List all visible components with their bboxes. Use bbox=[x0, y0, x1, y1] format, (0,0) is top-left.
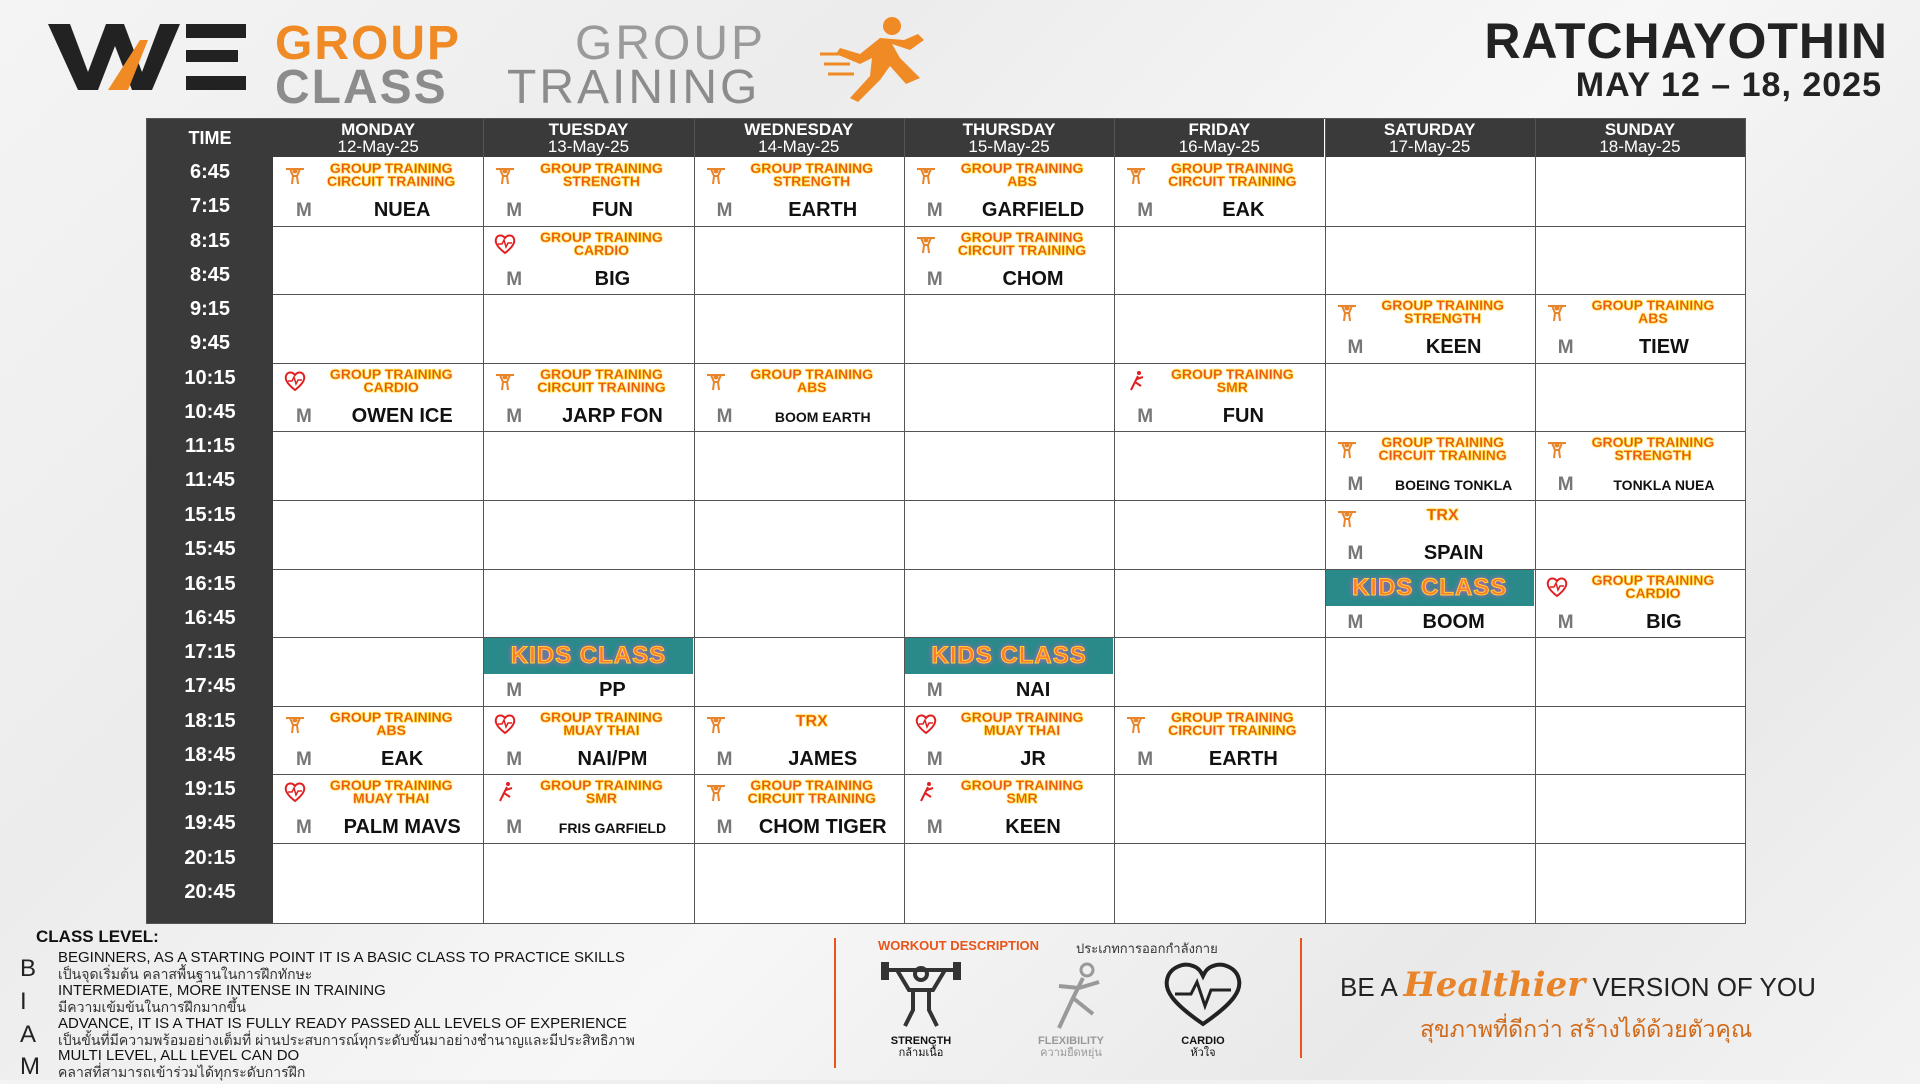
class-name-line1: GROUP TRAINING bbox=[750, 160, 874, 176]
workout-label-en: STRENGTH bbox=[890, 1035, 952, 1047]
slot-start: 18:15 bbox=[184, 709, 236, 732]
class-name-line2: ABS bbox=[376, 721, 406, 738]
class-name-line1: GROUP TRAINING bbox=[329, 160, 453, 176]
class-entry[interactable] bbox=[695, 158, 903, 226]
day-date: 13-May-25 bbox=[547, 137, 630, 156]
trainer-name: GARFIELD bbox=[981, 199, 1085, 221]
class-name-line1: GROUP TRAINING bbox=[1591, 434, 1715, 451]
class-level: M bbox=[926, 268, 943, 290]
strength-icon bbox=[915, 233, 937, 255]
strength-icon bbox=[915, 164, 937, 186]
day-date: 18-May-25 bbox=[1599, 137, 1681, 156]
class-level: M bbox=[1557, 337, 1574, 359]
class-name-line1: GROUP TRAINING bbox=[750, 365, 874, 382]
class-entry[interactable] bbox=[1115, 707, 1323, 775]
level-key: A bbox=[20, 1021, 37, 1048]
class-entry[interactable] bbox=[905, 707, 1113, 775]
level-multi bbox=[20, 1045, 800, 1079]
trainer-name: NUEA bbox=[373, 199, 431, 221]
cardio-icon bbox=[284, 370, 306, 392]
class-entry[interactable] bbox=[1326, 432, 1534, 500]
class-name-line1: GROUP TRAINING bbox=[329, 777, 453, 794]
class-level: M bbox=[1557, 474, 1574, 496]
time-slot bbox=[147, 569, 273, 637]
slot-end: 7:15 bbox=[189, 195, 231, 217]
level-desc-en: ADVANCE, IT IS A THAT IS FULLY READY PASSED ALL LEVELS OF EXPERIENCE bbox=[58, 1015, 627, 1032]
class-name-line2: CIRCUIT TRAINING bbox=[326, 173, 456, 189]
time-slot bbox=[147, 363, 273, 431]
class-entry[interactable] bbox=[484, 775, 692, 843]
time-slot bbox=[147, 843, 273, 911]
class-entry[interactable] bbox=[484, 158, 692, 226]
day-header-saturday bbox=[1325, 119, 1535, 157]
trainer-name: PALM MAVS bbox=[343, 816, 461, 839]
class-name-line2: STRENGTH bbox=[1614, 447, 1692, 464]
class-name-line2: CIRCUIT TRAINING bbox=[957, 241, 1087, 258]
level-desc-en: BEGINNERS, AS A STARTING POINT IT IS A BASIC CLASS TO PRACTICE SKILLS bbox=[58, 949, 625, 966]
level-key: I bbox=[20, 988, 27, 1015]
day-name: THURSDAY bbox=[962, 120, 1056, 139]
slot-start: 6:45 bbox=[189, 161, 231, 183]
class-entry[interactable] bbox=[274, 775, 482, 843]
trainer-name: TONKLA NUEA bbox=[1613, 477, 1715, 494]
class-entry[interactable] bbox=[695, 707, 903, 775]
class-name-line2: MUAY THAI bbox=[983, 721, 1061, 738]
strength-icon bbox=[1125, 164, 1147, 186]
class-name-line1: GROUP TRAINING bbox=[329, 708, 453, 725]
day-name: TUESDAY bbox=[548, 120, 629, 139]
slot-end: 8:45 bbox=[189, 263, 231, 286]
strength-icon bbox=[1336, 301, 1358, 323]
trainer-name: BOOM EARTH bbox=[774, 408, 871, 425]
class-entry[interactable] bbox=[484, 364, 692, 432]
class-name-line1: GROUP TRAINING bbox=[1381, 434, 1504, 451]
slogan-pre: BE A bbox=[1340, 972, 1397, 1002]
branch-name: RATCHAYOTHIN bbox=[1484, 13, 1888, 69]
legend-title: CLASS LEVEL: bbox=[36, 927, 159, 946]
class-entry[interactable] bbox=[484, 227, 692, 295]
class-entry[interactable] bbox=[1536, 570, 1744, 638]
cardio-icon bbox=[284, 781, 306, 803]
workout-title-th: ประเภทการออกกำลังกาย bbox=[1076, 941, 1218, 956]
class-level: M bbox=[506, 680, 523, 702]
class-entry[interactable] bbox=[695, 364, 903, 432]
class-name-line1: GROUP TRAINING bbox=[960, 777, 1084, 794]
class-name-line2: CIRCUIT TRAINING bbox=[1168, 721, 1297, 738]
class-level: M bbox=[506, 405, 523, 427]
we-logo bbox=[48, 20, 248, 92]
level-desc-th: เป็นขั้นที่มีความพร้อมอย่างเต็มที่ ผ่านประสบการณ์ทุกระดับขั้นมาอย่างชำนาญและมีประสิทธิภาพ bbox=[58, 1032, 635, 1048]
time-slot bbox=[147, 294, 273, 362]
class-name-line2: MUAY THAI bbox=[563, 721, 640, 738]
trainer-name: KEEN bbox=[1425, 336, 1482, 359]
class-name-line2: ABS bbox=[796, 378, 827, 395]
slogan-thai: สุขภาพที่ดีกว่า สร้างได้ด้วยตัวคุณ bbox=[1420, 1016, 1753, 1042]
title-group-outline: GROUP bbox=[575, 17, 767, 70]
strength-icon bbox=[879, 960, 963, 1030]
time-slot bbox=[147, 706, 273, 774]
class-level: M bbox=[506, 748, 523, 770]
time-slot bbox=[147, 500, 273, 568]
trainer-name: FRIS GARFIELD bbox=[558, 820, 667, 837]
class-name-line2: SMR bbox=[1006, 790, 1038, 807]
class-name-line2: STRENGTH bbox=[562, 173, 640, 189]
class-name-line1: GROUP TRAINING bbox=[1171, 160, 1294, 176]
level-desc-th: คลาสที่สามารถเข้าร่วมได้ทุกระดับการฝึก bbox=[58, 1064, 306, 1080]
grid-column-line bbox=[1535, 119, 1536, 923]
level-key: B bbox=[20, 955, 37, 982]
class-level: M bbox=[1347, 611, 1364, 633]
class-name-line1: GROUP TRAINING bbox=[1591, 571, 1715, 588]
slot-start: 20:15 bbox=[184, 847, 236, 869]
class-entry[interactable] bbox=[905, 775, 1113, 843]
class-entry[interactable] bbox=[274, 364, 482, 432]
class-name-line1: GROUP TRAINING bbox=[540, 365, 663, 382]
level-desc-en: INTERMEDIATE, MORE INTENSE IN TRAINING bbox=[58, 982, 386, 999]
class-level: M bbox=[1557, 611, 1574, 633]
day-header-thursday bbox=[904, 119, 1114, 157]
class-entry[interactable] bbox=[905, 158, 1113, 226]
strength-icon bbox=[705, 370, 727, 392]
time-slot bbox=[147, 637, 273, 705]
slot-end: 16:45 bbox=[184, 606, 236, 629]
class-entry[interactable] bbox=[905, 227, 1113, 295]
trainer-name: OWEN ICE bbox=[351, 404, 453, 427]
class-level: M bbox=[296, 748, 312, 770]
class-name-line2: ABS bbox=[1638, 310, 1668, 327]
class-name-line1: GROUP TRAINING bbox=[960, 708, 1084, 725]
class-name-line1: GROUP TRAINING bbox=[540, 708, 663, 725]
time-slot bbox=[147, 774, 273, 842]
day-header-friday bbox=[1114, 119, 1324, 157]
cardio-icon bbox=[1161, 960, 1245, 1030]
class-name-line1: GROUP TRAINING bbox=[960, 228, 1084, 245]
level-advance bbox=[20, 1013, 800, 1047]
class-name-line2: CARDIO bbox=[1625, 584, 1681, 601]
class-level: M bbox=[1137, 405, 1154, 427]
slogan bbox=[1340, 965, 1816, 1005]
workout-flexibility bbox=[1016, 960, 1126, 1070]
day-name: SATURDAY bbox=[1383, 120, 1476, 139]
flexibility-icon bbox=[1029, 960, 1113, 1030]
class-level: M bbox=[1347, 543, 1364, 564]
class-name-line2: CARDIO bbox=[363, 378, 419, 395]
class-level: M bbox=[716, 200, 733, 221]
day-date: 12-May-25 bbox=[337, 137, 419, 156]
strength-icon bbox=[1546, 301, 1568, 323]
trainer-name: EAK bbox=[381, 747, 424, 770]
workout-label-th: ความยืดหยุ่น bbox=[1040, 1047, 1102, 1059]
slot-end: 15:45 bbox=[184, 538, 236, 560]
class-name-line2: ABS bbox=[1007, 173, 1037, 189]
title-class: CLASS bbox=[275, 61, 448, 114]
slot-start: 16:15 bbox=[184, 572, 236, 595]
day-header-tuesday bbox=[483, 119, 693, 157]
title-training: TRAINING bbox=[507, 61, 761, 114]
slot-start: 8:15 bbox=[189, 229, 231, 252]
slot-end: 19:45 bbox=[184, 812, 236, 835]
class-entry[interactable] bbox=[274, 158, 482, 226]
class-level: M bbox=[1347, 474, 1364, 496]
time-slot bbox=[147, 431, 273, 499]
strength-icon bbox=[1336, 438, 1358, 460]
trainer-name: CHOM bbox=[1002, 267, 1064, 290]
class-level: M bbox=[926, 680, 943, 702]
workout-label-th: กล้ามเนื้อ bbox=[898, 1047, 944, 1059]
day-date: 16-May-25 bbox=[1178, 137, 1260, 156]
day-name: SUNDAY bbox=[1604, 120, 1676, 139]
trainer-name: NAI/PM bbox=[577, 747, 648, 770]
slogan-post: VERSION OF YOU bbox=[1592, 972, 1816, 1002]
slot-end: 9:45 bbox=[189, 332, 231, 355]
strength-icon bbox=[705, 713, 727, 735]
trainer-name: CHOM TIGER bbox=[758, 816, 887, 839]
cardio-icon bbox=[494, 233, 516, 255]
trainer-name: KEEN bbox=[1005, 816, 1061, 839]
strength-icon bbox=[1546, 438, 1568, 460]
day-date: 17-May-25 bbox=[1389, 137, 1471, 156]
workout-cardio bbox=[1148, 960, 1258, 1070]
flexibility-icon bbox=[915, 781, 937, 803]
level-desc-th: มีความเข้มข้นในการฝึกมากขึ้น bbox=[58, 999, 246, 1015]
strength-icon bbox=[284, 164, 306, 186]
workout-label-th: หัวใจ bbox=[1190, 1047, 1216, 1059]
trainer-name: BOEING TONKLA bbox=[1395, 477, 1513, 494]
level-key: M bbox=[20, 1053, 40, 1080]
class-name-line2: STRENGTH bbox=[1404, 310, 1482, 327]
strength-icon bbox=[1336, 507, 1358, 529]
class-name-line1: GROUP TRAINING bbox=[960, 160, 1084, 176]
class-level: M bbox=[716, 748, 733, 770]
trainer-name: FUN bbox=[591, 199, 633, 221]
class-name-line1: GROUP TRAINING bbox=[540, 228, 663, 245]
trainer-name: PP bbox=[599, 679, 626, 702]
slot-end: 10:45 bbox=[184, 400, 236, 423]
class-level: M bbox=[1347, 337, 1364, 359]
slot-start: 11:15 bbox=[184, 435, 236, 458]
day-header-monday bbox=[273, 119, 483, 157]
class-name-line2: CARDIO bbox=[573, 241, 630, 258]
class-name-line2: CIRCUIT TRAINING bbox=[747, 790, 876, 807]
class-level: M bbox=[506, 200, 523, 221]
class-name-line2: SMR bbox=[1216, 378, 1248, 395]
class-name-line2: CIRCUIT TRAINING bbox=[1378, 447, 1507, 464]
grid-column-line bbox=[1114, 119, 1115, 923]
workout-title: WORKOUT DESCRIPTION bbox=[878, 938, 1040, 953]
day-name: MONDAY bbox=[341, 120, 416, 139]
workout-description bbox=[834, 938, 1304, 1068]
class-level: M bbox=[716, 817, 733, 839]
slot-start: 19:15 bbox=[184, 778, 236, 801]
workout-label-en: CARDIO bbox=[1181, 1035, 1225, 1047]
class-name-line1: GROUP TRAINING bbox=[1171, 708, 1294, 725]
trainer-name: BOOM bbox=[1422, 610, 1485, 633]
trainer-name: TIEW bbox=[1638, 336, 1689, 359]
trainer-name: JAMES bbox=[788, 747, 858, 770]
runner-icon bbox=[820, 14, 930, 104]
level-desc-en: MULTI LEVEL, ALL LEVEL CAN DO bbox=[58, 1047, 300, 1064]
trainer-name: BIG bbox=[1646, 610, 1682, 633]
slot-end: 11:45 bbox=[184, 469, 236, 492]
class-level: M bbox=[506, 817, 523, 839]
strength-icon bbox=[284, 713, 306, 735]
level-intermediate bbox=[20, 980, 800, 1014]
strength-icon bbox=[494, 164, 516, 186]
workout-label-en: FLEXIBILITY bbox=[1038, 1035, 1104, 1047]
class-name-line1: GROUP TRAINING bbox=[750, 777, 874, 794]
day-header-sunday bbox=[1535, 119, 1745, 157]
flexibility-icon bbox=[1125, 370, 1147, 392]
trainer-name: SPAIN bbox=[1423, 542, 1484, 564]
class-entry[interactable] bbox=[905, 638, 1113, 706]
trainer-name: JR bbox=[1020, 747, 1046, 770]
class-entry[interactable] bbox=[484, 707, 692, 775]
timetable bbox=[146, 118, 1746, 924]
time-header: TIME bbox=[147, 119, 273, 157]
trainer-name: EAK bbox=[1222, 199, 1265, 221]
class-name-line1: GROUP TRAINING bbox=[540, 777, 663, 794]
slogan-highlight: Healthier bbox=[1403, 965, 1586, 1005]
slot-start: 9:15 bbox=[189, 298, 231, 321]
strength-icon bbox=[705, 164, 727, 186]
class-level: M bbox=[716, 405, 733, 427]
class-name-line1: GROUP TRAINING bbox=[1381, 297, 1504, 314]
slot-end: 20:45 bbox=[184, 881, 236, 903]
title-group-bold: GROUP bbox=[275, 17, 462, 70]
cardio-icon bbox=[494, 713, 516, 735]
trainer-name: EARTH bbox=[788, 199, 858, 221]
class-name-line2: MUAY THAI bbox=[353, 790, 430, 807]
class-name-line2: CIRCUIT TRAINING bbox=[1168, 173, 1297, 189]
class-entry[interactable] bbox=[274, 707, 482, 775]
class-entry[interactable] bbox=[695, 775, 903, 843]
class-entry[interactable] bbox=[1115, 364, 1323, 432]
class-name-line1: GROUP TRAINING bbox=[329, 365, 453, 382]
class-level: M bbox=[296, 405, 312, 427]
footer-divider bbox=[1300, 938, 1302, 1058]
class-level: M bbox=[1137, 748, 1154, 770]
kids-class-banner: KIDS CLASS bbox=[905, 638, 1113, 674]
trainer-name: FUN bbox=[1222, 404, 1264, 427]
strength-icon bbox=[705, 781, 727, 803]
class-entry[interactable] bbox=[1326, 295, 1534, 363]
slot-start: 10:15 bbox=[184, 366, 236, 389]
kids-class-banner: KIDS CLASS bbox=[484, 638, 692, 674]
schedule-dates: MAY 12 – 18, 2025 bbox=[1575, 66, 1882, 104]
class-name-line2: STRENGTH bbox=[773, 173, 851, 189]
class-level: M bbox=[1137, 200, 1154, 221]
time-slot bbox=[147, 157, 273, 225]
day-header-wednesday bbox=[694, 119, 904, 157]
class-level: M bbox=[296, 817, 312, 839]
level-desc-th: เป็นจุดเริ่มต้น คลาสพื้นฐานในการฝึกทักษะ bbox=[58, 966, 313, 982]
trainer-name: BIG bbox=[594, 267, 631, 290]
class-level: M bbox=[506, 268, 523, 290]
strength-icon bbox=[1125, 713, 1147, 735]
time-slot bbox=[147, 226, 273, 294]
class-entry[interactable] bbox=[1326, 501, 1534, 569]
flexibility-icon bbox=[494, 781, 516, 803]
class-level: M bbox=[926, 200, 943, 221]
class-name-line1: GROUP TRAINING bbox=[540, 160, 663, 176]
class-name-line2: SMR bbox=[585, 790, 617, 807]
class-level: M bbox=[926, 748, 943, 770]
class-level: M bbox=[296, 200, 312, 221]
class-name-line1: TRX bbox=[1426, 507, 1459, 524]
slot-end: 17:45 bbox=[184, 675, 236, 698]
class-entry[interactable] bbox=[1536, 295, 1744, 363]
slot-start: 17:15 bbox=[184, 641, 236, 664]
class-name-line1: GROUP TRAINING bbox=[1591, 297, 1715, 314]
class-entry[interactable] bbox=[484, 638, 692, 706]
class-level-legend bbox=[20, 925, 800, 1080]
day-name: FRIDAY bbox=[1188, 120, 1251, 139]
strength-icon bbox=[494, 370, 516, 392]
day-date: 15-May-25 bbox=[968, 137, 1050, 156]
trainer-name: NAI bbox=[1015, 679, 1051, 702]
kids-class-banner: KIDS CLASS bbox=[1326, 570, 1534, 606]
cardio-icon bbox=[915, 713, 937, 735]
class-level: M bbox=[926, 817, 943, 839]
class-entry[interactable] bbox=[1115, 158, 1323, 226]
workout-strength bbox=[866, 960, 976, 1070]
class-name-line1: GROUP TRAINING bbox=[1171, 365, 1294, 382]
slot-start: 15:15 bbox=[184, 504, 236, 526]
trainer-name: EARTH bbox=[1208, 747, 1278, 770]
cardio-icon bbox=[1546, 576, 1568, 598]
class-name-line2: CIRCUIT TRAINING bbox=[537, 378, 666, 395]
day-name: WEDNESDAY bbox=[744, 120, 854, 139]
slot-end: 18:45 bbox=[184, 743, 236, 766]
level-beginner bbox=[20, 947, 800, 981]
class-entry[interactable] bbox=[1326, 570, 1534, 638]
class-name-line1: TRX bbox=[795, 712, 828, 730]
day-date: 14-May-25 bbox=[758, 137, 840, 156]
trainer-name: JARP FON bbox=[562, 404, 663, 427]
class-entry[interactable] bbox=[1536, 432, 1744, 500]
